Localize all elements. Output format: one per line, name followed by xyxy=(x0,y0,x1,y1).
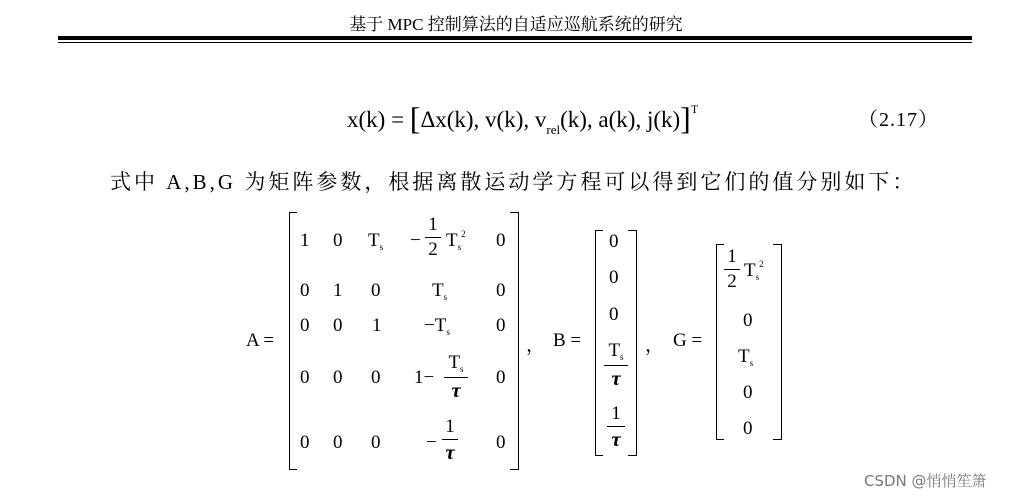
b-r1: 0 xyxy=(609,231,619,252)
b-r4-frac: $T_s$ τ xyxy=(604,340,628,389)
a-r1-c1: 1 xyxy=(300,230,310,251)
a-r4-c5: 0 xyxy=(496,367,506,388)
matrix-a-right-bracket-top xyxy=(510,212,518,213)
b-r3: 0 xyxy=(609,304,619,325)
matrix-g-right-bracket-bottom xyxy=(773,439,781,440)
b-r2: 0 xyxy=(609,267,619,288)
a-r3-c2: 0 xyxy=(333,315,343,336)
a-r5-c5: 0 xyxy=(496,432,506,453)
a-r4-c2: 0 xyxy=(333,367,343,388)
g-r3: $T_s$ xyxy=(738,346,754,368)
matrix-b-left-bracket-bottom xyxy=(595,455,603,456)
g-r2: 0 xyxy=(743,310,753,331)
matrix-a-left-bracket xyxy=(289,212,290,470)
a-r5-c2: 0 xyxy=(333,432,343,453)
matrix-b-left-bracket-top xyxy=(595,230,603,231)
g-r5: 0 xyxy=(743,418,753,439)
a-r1-c3: $T_s$ xyxy=(368,230,384,252)
matrix-g-right-bracket xyxy=(781,244,782,440)
matrix-a-left-bracket-bottom xyxy=(289,469,297,470)
matrix-b-right-bracket-bottom xyxy=(628,455,636,456)
matrix-a-right-bracket-bottom xyxy=(510,469,518,470)
matrix-a-right-bracket xyxy=(518,212,519,470)
b-r5-frac: 1 τ xyxy=(607,403,625,450)
a-r4-c4-frac: $T_s$ τ xyxy=(444,352,468,401)
a-r4-c4-one-minus: 1− xyxy=(414,367,435,388)
a-r1-c4-minus: − xyxy=(410,230,421,251)
matrix-a-label: A = xyxy=(246,330,275,351)
a-r3-c3: 1 xyxy=(372,315,382,336)
a-r4-c1: 0 xyxy=(300,367,310,388)
a-r3-c4: $-T_s$ xyxy=(424,315,450,337)
matrix-b-label: B = xyxy=(553,330,582,351)
a-r1-c2: 0 xyxy=(333,230,343,251)
matrix-g-left-bracket xyxy=(716,244,717,440)
matrix-g-left-bracket-bottom xyxy=(716,439,724,440)
comma-after-b: ， xyxy=(645,335,665,356)
matrix-b-left-bracket xyxy=(595,230,596,456)
body-paragraph: 式中 A,B,G 为矩阵参数，根据离散运动学方程可以得到它们的值分别如下： xyxy=(110,170,917,194)
a-r5-c1: 0 xyxy=(300,432,310,453)
equation-state-vector: x(k) = [Δx(k), v(k), $v_{rel}(k)$, a(k), j(k)]$^T$ xyxy=(347,100,699,137)
equation-number: （2.17） xyxy=(858,109,939,131)
running-header: 基于 MPC 控制算法的自适应巡航系统的研究 xyxy=(349,15,683,34)
a-r3-c5: 0 xyxy=(496,315,506,336)
matrix-a-left-bracket-top xyxy=(289,212,297,213)
a-r2-c4: $T_s$ xyxy=(432,280,448,302)
matrix-g-right-bracket-top xyxy=(773,244,781,245)
a-r1-c4-frac: 1 2 xyxy=(425,214,441,261)
header-rule-thin xyxy=(58,42,972,43)
a-r5-c4-minus: − xyxy=(426,432,437,453)
a-r2-c3: 0 xyxy=(371,280,381,301)
a-r1-c5: 0 xyxy=(496,230,506,251)
a-r1-c4-ts2: $T_s^2$ xyxy=(446,229,466,252)
a-r5-c4-frac: 1 τ xyxy=(442,416,458,463)
a-r5-c3: 0 xyxy=(371,432,381,453)
header-rule xyxy=(58,36,972,40)
matrix-g-left-bracket-top xyxy=(716,244,724,245)
g-r1-ts2: $T_s^2$ xyxy=(744,259,764,282)
a-r2-c5: 0 xyxy=(496,280,506,301)
a-r3-c1: 0 xyxy=(300,315,310,336)
a-r4-c3: 0 xyxy=(371,367,381,388)
matrix-g-label: G = xyxy=(673,330,703,351)
a-r2-c1: 0 xyxy=(300,280,310,301)
g-r1-frac: 1 2 xyxy=(724,246,740,293)
g-r4: 0 xyxy=(743,382,753,403)
csdn-watermark: CSDN @悄悄笙箫 xyxy=(864,472,987,490)
comma-after-a: ， xyxy=(526,335,546,356)
a-r2-c2: 1 xyxy=(333,280,343,301)
matrix-b-right-bracket xyxy=(636,230,637,456)
matrix-b-right-bracket-top xyxy=(628,230,636,231)
